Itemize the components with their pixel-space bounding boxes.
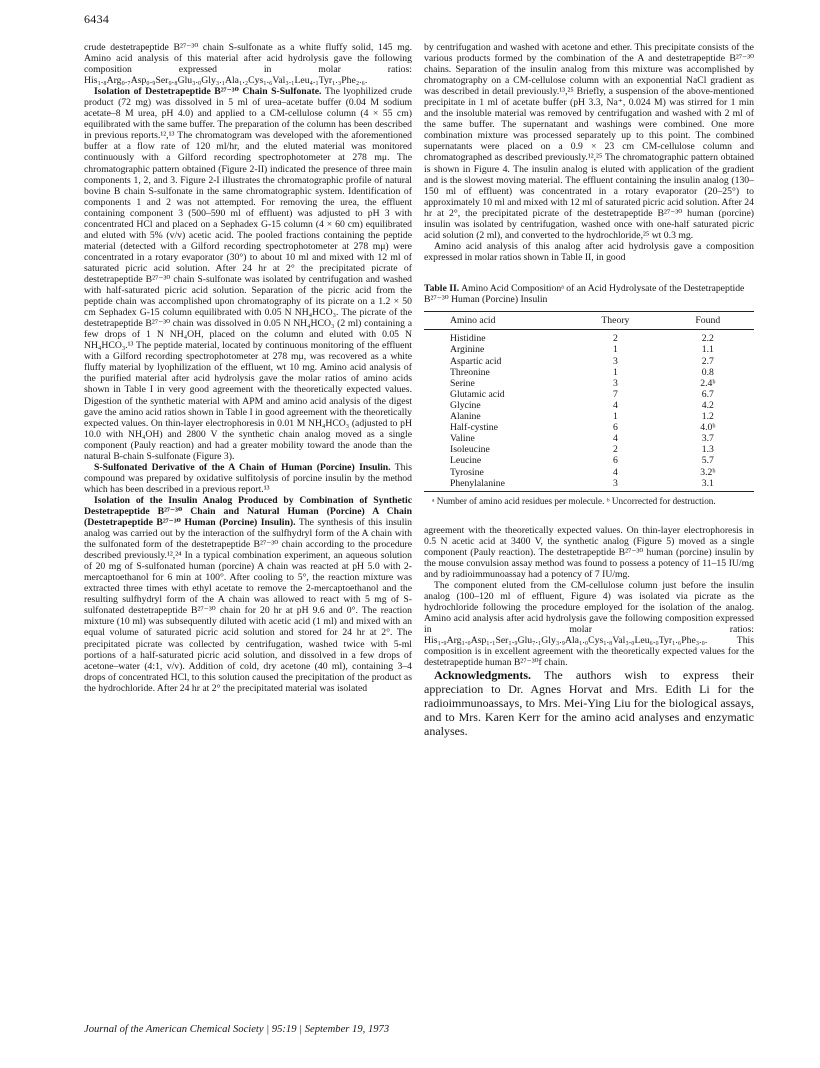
- paragraph-text: This compound was prepared by oxidative sulfitolysis of porcine insulin by the method which has been described in a previous report.¹³: [84, 461, 412, 495]
- table-row: [424, 400, 754, 411]
- cell-theory: 2: [612, 444, 618, 456]
- paragraph-a-chain: [84, 462, 412, 495]
- paragraph-text: The lyophilized crude product (72 mg) was dissolved in 5 ml of urea–acetate buffer (0.04 M sodium acetate–8 M urea, pH 4.0) and applied to a CM-cellulose column (4 × 55 cm) equilibrated with the same buffer. The preparation of the column has been described in previous reports.¹²,¹³ The chromatogram was developed with the aforementioned buffer at a flow rate of 120 ml/hr, and the eluted material was monitored continuously with a Gilford recording spectrophotometer at 278 mμ. The chromatographic pattern obtained (Figure 2-II) indicated the presence of three main components 1, 2, and 3. Figure 2-I illustrates the chromatographic profile of natural bovine B chain S-sulfonate in the same chromatographic system. Identification of components 1 and 2 was not attempted. For removing the urea, the effluent containing component 3 (500–590 ml of effluent) was adjusted to pH 3 with concentrated HCl and placed on a Sephadex G-15 column (4 × 60 cm) equilibrated and eluted with 5% (v/v) acetic acid. The pooled fractions containing the peptide material (detected with a Gilford recording spectrophotometer at 278 mμ) were concentrated in a rotary evaporator (30°) to about 10 ml and mixed with 12 ml of saturated picric acid solution. After 24 hr at 2° the precipitated picrate of destetrapeptide B²⁷⁻³⁰ chain S-sulfonate was isolated by centrifugation and washed with half-saturated picric acid solution. Separation of the picric acid from the peptide chain was accomplished upon chromatography of its picrate on a 1.2 × 50 cm Sephadex G-15 column equilibrated with 0.05 N NH₄HCO₃. The picrate of the destetrapeptide B²⁷⁻³⁰ chain was dissolved in 0.05 N NH₄HCO₃ (2 ml) containing a few drops of 1 N NH₄OH, placed on the column and eluted with 0.05 N NH₄HCO₃.¹³ The peptide material, located by continuous monitoring of the effluent with a Gilford recording spectrophotometer at 278 mμ, was recovered as a white fluffy material by lyophilization of the effluent, wt 10 mg. Amino acid analysis of the purified material after acid hydrolysis gave the molar ratios of amino acids shown in Table I in very good agreement with the theoretically expected values. Digestion of the synthetic material with APM and amino acid analysis of the digest gave the amino acid ratios shown in Table I in good agreement with the theoretically expected values. On thin-layer electrophoresis in 0.01 M NH₄HCO₃ (adjusted to pH 10.0 with NH₄OH) and 2800 V the synthetic chain analog moved as a single component (Pauly reaction) and had a greater mobility toward the anode than the natural B-chain S-sulfonate (Figure 3).: [84, 86, 412, 462]
- cell-found: 2.7: [701, 355, 714, 367]
- amino-acid-table: [424, 311, 754, 491]
- cell-amino-acid: Tyrosine: [450, 466, 484, 478]
- table-row: [424, 330, 754, 345]
- table-row: [424, 389, 754, 400]
- cell-found: 5.7: [701, 455, 714, 467]
- cell-theory: 7: [612, 388, 618, 400]
- cell-theory: 6: [612, 422, 618, 434]
- cell-theory: 1: [612, 344, 618, 356]
- paragraph-centrifugation: by centrifugation and washed with acetone and ether. This precipitate consists of the various products formed by the combination of the A and destetrapeptide B²⁷⁻³⁰ chains. Separation of the insulin analog from this mixture was accomplished by chromatography on a CM-cellulose column with an exponential NaCl gradient as was described in detail previously.¹³,²⁵ Briefly, a suspension of the above-mentioned precipitate in 1 ml of acetate buffer (pH 3.3, Na⁺, 0.024 M) was stirred for 1 min and the insoluble material was removed by centrifugation and washed with 2 ml of the same buffer. The supernatant and washings were combined. One more combination mixture was processed separately up to this point. The combined supernatants were placed on a 0.9 × 23 cm CM-cellulose column and chromatographed as described previously.¹²,²⁵ The chromatographic pattern obtained is shown in Figure 4. The insulin analog is eluted with application of the gradient and is the slowest moving material. The effluent containing the insulin analog (130–150 ml of effluent) was concentrated in a rotary evaporator (20–25°) to approximately 10 ml and mixed with 12 ml of saturated picric acid solution. After 24 hr at 2°, the precipitated picrate of the destetrapeptide B²⁷⁻³⁰ human (porcine) insulin was isolated by centrifugation, washed once with one-half saturated picric acid solution (2 ml), and converted to the hydrochloride,²⁵ wt 0.3 mg.: [424, 42, 754, 241]
- cell-theory: 4: [612, 433, 618, 445]
- table-row: [424, 478, 754, 492]
- table-row: [424, 356, 754, 367]
- cell-found: 4.0ᵇ: [700, 422, 716, 434]
- paragraph-insulin-analog: [84, 495, 412, 694]
- cell-theory: 1: [612, 411, 618, 423]
- cell-theory: 6: [612, 455, 618, 467]
- column-header-amino-acid: Amino acid: [424, 312, 569, 330]
- cell-theory: 1: [612, 366, 618, 378]
- paragraph-amino-acid-analysis: Amino acid analysis of this analog after acid hydrolysis gave a composition expressed in molar ratios shown in Table II, in good: [424, 240, 754, 263]
- cell-amino-acid: Glycine: [450, 399, 481, 411]
- cell-amino-acid: Leucine: [450, 455, 482, 467]
- cell-amino-acid: Aspartic acid: [450, 355, 502, 367]
- cell-theory: 2: [612, 333, 618, 345]
- table-caption-text: Amino Acid Compositionᵃ of an Acid Hydrolysate of the Destetrapeptide B²⁷⁻³⁰ Human (Porcine) Insulin: [424, 282, 745, 306]
- cell-amino-acid: Isoleucine: [450, 444, 490, 456]
- cell-theory: 4: [612, 399, 618, 411]
- cell-theory: 3: [612, 377, 618, 389]
- column-header-theory: Theory: [569, 312, 661, 330]
- table-label: Table II.: [424, 282, 460, 294]
- table-row: [424, 433, 754, 444]
- cell-amino-acid: Arginine: [450, 344, 485, 356]
- cell-found: 1.1: [701, 344, 714, 356]
- table-caption: [424, 283, 754, 305]
- table-row: [424, 411, 754, 422]
- cell-found: 3.2ᵇ: [700, 466, 716, 478]
- cell-found: 2.2: [701, 333, 714, 345]
- cell-amino-acid: Glutamic acid: [450, 388, 505, 400]
- page-number: 6434: [84, 12, 110, 26]
- acknowledgments-text: The authors wish to express their appreciation to Dr. Agnes Horvat and Mrs. Edith Li for the radioimmunoassays, to Mrs. Mei-Ying Liu for the biological assays, and to Mrs. Karen Kerr for the amino acid analyses and enzymatic analyses.: [424, 668, 754, 739]
- cell-found: 4.2: [701, 399, 714, 411]
- table-footnote: ᵃ Number of amino acid residues per molecule. ᵇ Uncorrected for destruction.: [432, 495, 716, 506]
- paragraph-isolation-destetrapeptide: [84, 86, 412, 462]
- cell-amino-acid: Serine: [450, 377, 475, 389]
- table-row: [424, 367, 754, 378]
- paragraph-text: The synthesis of this insulin analog was carried out by the interaction of the sulfhydryl form of the A chain with the sulfonated form of the destetrapeptide B²⁷⁻³⁰ chain according to the procedure described previously.¹²,²⁴ In a typical combination experiment, an aqueous solution of 20 mg of S-sulfonated human (porcine) A chain was reacted at pH 5.0 with 2-mercaptoethanol for 6 min at 100°. After cooling to 5°, the reaction mixture was extracted three times with ethyl acetate to remove the 2-mercaptoethanol and the resulting sulfhydryl form of the A chain was allowed to react with 5 mg of S-sulfonated destetrapeptide B²⁷⁻³⁰ chain for 20 hr at pH 9.6 and 0°. The reaction mixture (10 ml) was subsequently diluted with acetic acid (1 ml) and mixed with an equal volume of saturated picric acid solution and stored for 24 hr at 2°. The precipitated picrate was collected by centrifugation, washed twice with 5-ml portions of a half-saturated picric acid solution, and dissolved in a few drops of acetone–water (4:1, v/v). Addition of cold, dry acetone (40 ml), containing 3–4 drops of concentrated HCl, to this solution caused the precipitation of the product as the hydrochloride. After 24 hr at 2° the precipitated material was isolated: [84, 517, 413, 694]
- table-row: [424, 444, 754, 455]
- section-heading-a-chain: S-Sulfonated Derivative of the A Chain of Human (Porcine) Insulin.: [94, 461, 391, 473]
- cell-amino-acid: Valine: [450, 433, 475, 445]
- acknowledgments-heading: Acknowledgments.: [434, 668, 532, 683]
- cell-found: 3.7: [701, 433, 714, 445]
- column-header-found: Found: [662, 312, 754, 330]
- table-row: [424, 422, 754, 433]
- cell-amino-acid: Threonine: [450, 366, 490, 378]
- table-row: [424, 455, 754, 466]
- table-row: [424, 467, 754, 478]
- paragraph-crude-product: crude destetrapeptide B²⁷⁻³⁰ chain S-sulfonate as a white fluffy solid, 145 mg. Amino acid analysis of this material after acid hydrolysis gave the following composition expressed in molar ratios: His₁.₈Arg₀.₇Asp₀.₉Ser₀.₈Glu₃.₀Gly₃.₁Ala₁.₂Cys₁.₆Val₃.₁Leu₄.₁Tyr₁.₃Phe₂.₆.: [84, 42, 412, 87]
- right-column-lower: [424, 525, 754, 669]
- cell-found: 1.3: [701, 444, 714, 456]
- journal-footer: Journal of the American Chemical Society | 95:19 | September 19, 1973: [84, 1024, 390, 1035]
- acknowledgments: [424, 668, 754, 738]
- cell-theory: 4: [612, 466, 618, 478]
- cell-found: 1.2: [701, 411, 714, 423]
- left-column: [84, 42, 412, 694]
- cell-found: 3.1: [662, 478, 754, 492]
- cell-amino-acid: Phenylalanine: [424, 478, 569, 492]
- cell-found: 6.7: [701, 388, 714, 400]
- table-row: [424, 378, 754, 389]
- paragraph-component-eluted: The component eluted from the CM-cellulose column just before the insulin analog (100–120 ml of effluent, Figure 4) was isolated via picrate as the hydrochloride following the procedure employed for the isolation of the analog. Amino acid analysis after acid hydrolysis gave the following composition expressed in molar ratios: His₁.₉Arg₁.₀Asp₁.₁Ser₁.₉Glu₇.₁Gly₃.₉Ala₁.₀Cys₁.₈Val₃.₀Leu₆.₀Tyr₁.₆Phe₃.₀. This composition is in excellent agreement with the theoretically expected values for the destetrapeptide human B²⁷⁻³⁰f chain.: [424, 579, 754, 669]
- cell-amino-acid: Alanine: [450, 411, 481, 423]
- right-column: [424, 42, 754, 738]
- cell-found: 0.8: [701, 366, 714, 378]
- table-body: [424, 330, 754, 491]
- paragraph-electrophoresis: agreement with the theoretically expected values. On thin-layer electrophoresis in 0.5 N acetic acid at 3400 V, the synthetic analog (Figure 5) moved as a single component (Pauly reaction). The destetrapeptide B²⁷⁻³⁰ human (porcine) insulin by the mouse convulsion assay method was found to possess a potency of 11–15 IU/mg and by radioimmunoassay had a potency of 7 IU/mg.: [424, 524, 754, 580]
- section-heading-insulin-analog: Isolation of the Insulin Analog Produced by Combination of Synthetic Destetrapeptide B²⁷⁻³⁰ Chain and Natural Human (Porcine) A Chain (Destetrapeptide B²⁷⁻³⁰ Human (Porcine) Insulin).: [84, 494, 412, 529]
- cell-amino-acid: Half-cystine: [450, 422, 498, 434]
- cell-amino-acid: Histidine: [450, 333, 486, 345]
- section-heading-isolation: Isolation of Destetrapeptide B²⁷⁻³⁰ Chain S-Sulfonate.: [94, 86, 322, 98]
- table-header-row: [424, 312, 754, 330]
- cell-found: 2.4ᵇ: [700, 377, 716, 389]
- cell-theory: 3: [569, 478, 661, 492]
- cell-theory: 3: [612, 355, 618, 367]
- table-ii: [424, 283, 754, 507]
- table-row: [424, 344, 754, 355]
